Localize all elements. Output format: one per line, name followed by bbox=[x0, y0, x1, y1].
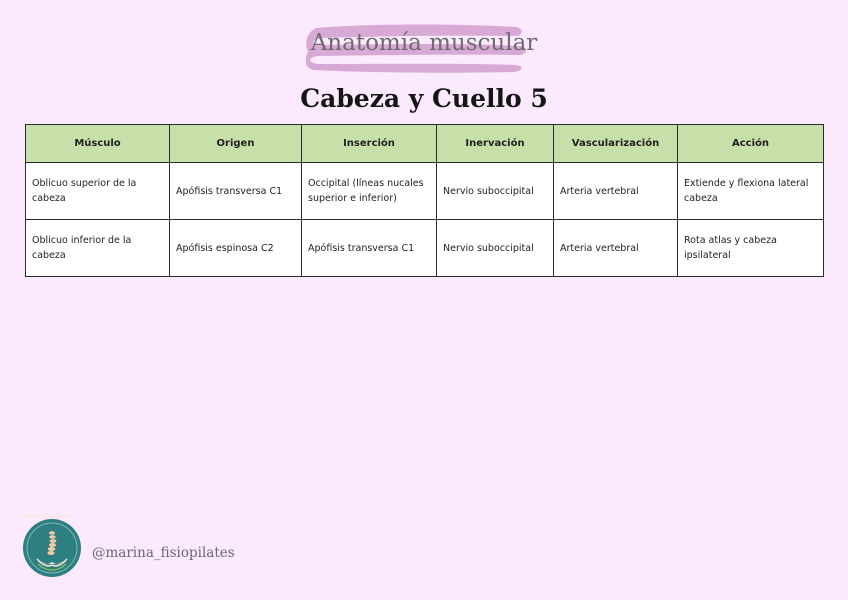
table-cell: Apófisis transversa C1 bbox=[170, 163, 302, 220]
column-header-origen: Origen bbox=[170, 125, 302, 163]
table-cell: Occipital (líneas nucales superior e inferior) bbox=[302, 163, 437, 220]
column-header-vascularizacion: Vascularización bbox=[554, 125, 678, 163]
table-cell: Rota atlas y cabeza ipsilateral bbox=[678, 220, 824, 277]
page-subtitle: Cabeza y Cuello 5 bbox=[300, 84, 548, 113]
table-cell: Extiende y flexiona lateral cabeza bbox=[678, 163, 824, 220]
logo-text: Marina Fisiopilates bbox=[22, 514, 72, 520]
table-cell: Apófisis espinosa C2 bbox=[170, 220, 302, 277]
table-cell: Nervio suboccipital bbox=[437, 163, 554, 220]
table-cell: Arteria vertebral bbox=[554, 163, 678, 220]
spine-hands-logo-icon bbox=[22, 514, 82, 578]
table-cell: Arteria vertebral bbox=[554, 220, 678, 277]
social-handle: @marina_fisiopilates bbox=[92, 545, 235, 561]
table-row bbox=[26, 163, 824, 220]
table-header-row bbox=[26, 125, 824, 163]
muscle-table bbox=[25, 124, 824, 277]
table-cell: Nervio suboccipital bbox=[437, 220, 554, 277]
table-cell: Oblicuo superior de la cabeza bbox=[26, 163, 170, 220]
column-header-musculo: Músculo bbox=[26, 125, 170, 163]
header-title: Anatomía muscular bbox=[310, 30, 538, 56]
table-row bbox=[26, 220, 824, 277]
table-cell: Oblicuo inferior de la cabeza bbox=[26, 220, 170, 277]
table-cell: Apófisis transversa C1 bbox=[302, 220, 437, 277]
column-header-accion: Acción bbox=[678, 125, 824, 163]
column-header-inervacion: Inervación bbox=[437, 125, 554, 163]
column-header-insercion: Inserción bbox=[302, 125, 437, 163]
